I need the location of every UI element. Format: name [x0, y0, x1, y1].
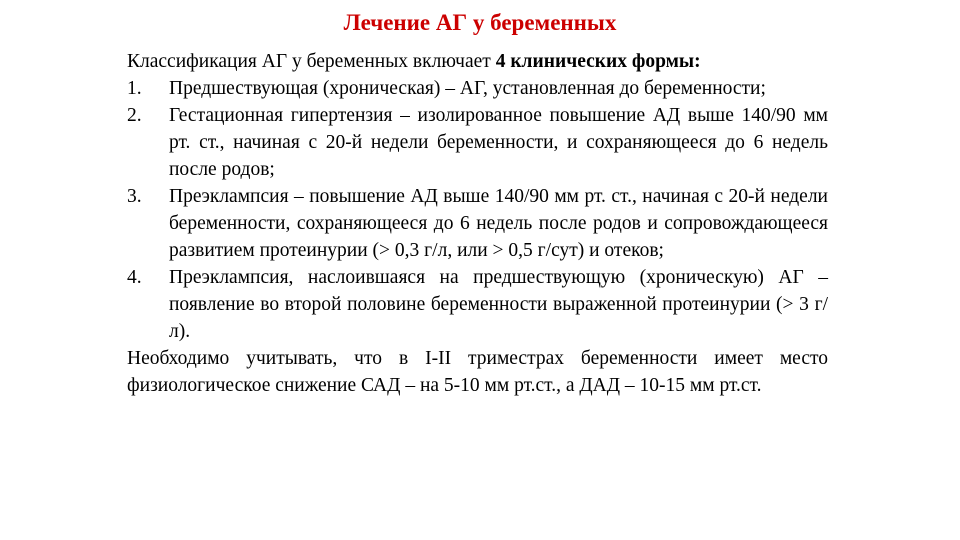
- list-item-text: Гестационная гипертензия – изолированное повышение АД выше 140/90 мм рт. ст., начиная с 20-й недели беременности, и сохраняющееся до 6 недель после родов;: [169, 105, 828, 180]
- list-item-number: 1.: [127, 78, 142, 99]
- list-item-text: Предшествующая (хроническая) – АГ, установленная до беременности;: [169, 78, 766, 99]
- intro-text: Классификация АГ у беременных включает: [127, 51, 496, 72]
- list-item: [127, 264, 828, 345]
- list-item-text: Преэклампсия – повышение АД выше 140/90 мм рт. ст., начиная с 20-й недели беременности, сохраняющееся до 6 недель после родов и сопровождающееся развитием протеинурии (> 0,3 г/л, или > 0,5 г/сут) и отеков;: [169, 186, 828, 261]
- slide-title: Лечение АГ у беременных: [343, 10, 617, 35]
- list-item-number: 2.: [127, 105, 142, 126]
- intro-bold-text: 4 клинических формы:: [495, 51, 701, 72]
- clinical-forms-list: [127, 75, 828, 345]
- intro-paragraph: [127, 48, 828, 75]
- list-item: [127, 75, 828, 102]
- list-item: [127, 102, 828, 183]
- list-item-number: 4.: [127, 267, 142, 288]
- slide-content: [127, 48, 828, 399]
- list-item-number: 3.: [127, 186, 142, 207]
- list-item: [127, 183, 828, 264]
- note-paragraph: Необходимо учитывать, что в I-II триместрах беременности имеет место физиологическое снижение САД – на 5-10 мм рт.ст., а ДАД – 10-15 мм рт.ст.: [127, 348, 828, 396]
- list-item-text: Преэклампсия, наслоившаяся на предшествующую (хроническую) АГ – появление во второй половине беременности выраженной протеинурии (> 3 г/л).: [169, 267, 828, 342]
